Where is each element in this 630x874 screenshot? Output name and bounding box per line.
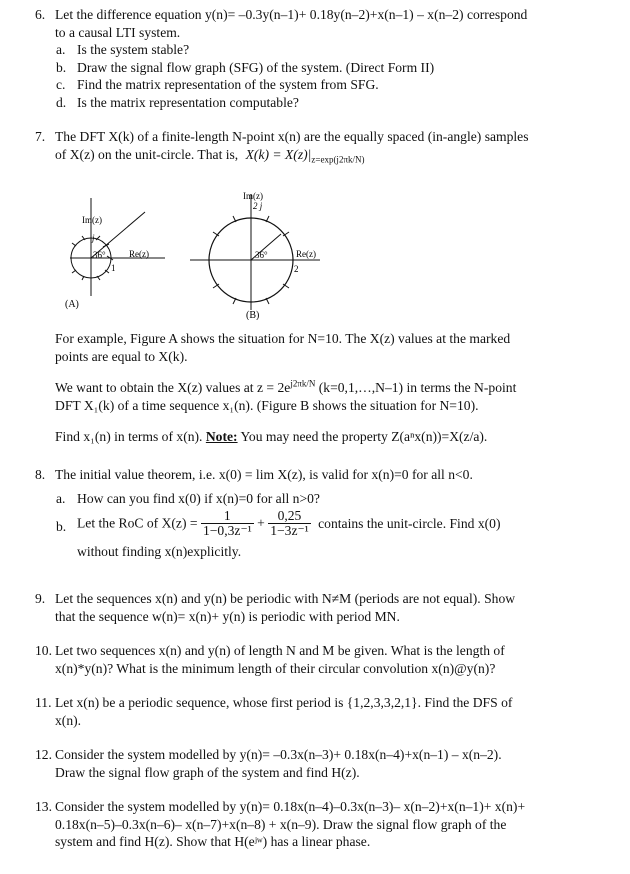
question-13	[35, 798, 625, 851]
figure-b	[190, 191, 320, 320]
question-10	[35, 642, 625, 677]
figure-b-angle-label: 36°	[255, 250, 268, 260]
question-number: 11.	[35, 695, 52, 710]
figure-b-re-label: Re(z)	[296, 249, 316, 259]
objective-paragraph: We want to obtain the X(z) values at $z = 2e^{j2\pi k/N}$ (k=0,1,…,N–1) in terms the N-point DFT X₁(k) of a time sequence x₁(n). (Figure B shows the situation for N=10).	[55, 378, 517, 413]
question-number: 8.	[35, 467, 46, 482]
question-text: Let two sequences x(n) and y(n) of length N and M be given. What is the length of x(n)*y(n)? What is the minimum length of their circular convolution x(n)@y(n)?	[55, 643, 505, 676]
question-7-body	[35, 330, 625, 446]
question-text: Let x(n) be a periodic sequence, whose first period is {1,2,3,3,2,1}. Find the DFS of x(n).	[55, 695, 513, 728]
question-text: Consider the system modelled by y(n)= 0.18x(n–4)–0.3x(n–3)– x(n–2)+x(n–1)+ x(n)+ 0.18x(n–5)–0.3x(n–6)– x(n–7)+x(n–8) + x(n–9). Draw the signal flow graph of the system and find H(z). Show that H(eʲʷ) has a linear phase.	[55, 799, 526, 850]
figure-a-angle-label: 36°	[93, 250, 106, 260]
figure-a-im-label: Im(z)	[82, 215, 102, 225]
dft-formula-subscript: z=exp(j2πk/N)	[311, 154, 365, 165]
figure-b-2j-label: 2 j	[253, 201, 263, 211]
question-8: 8. The initial value theorem, i.e. x(0) = lim X(z), is valid for x(n)=0 for all n<0. a. How can you find x(0) if x(n)=0 for all n>0? b. Let the RoC of X(z) = $\frac{1}{\text{1−0,3z⁻¹}}$ + $\frac{0,25}{\text{1−3z⁻¹}}$ contains the unit-circle. Find x(0) without finding x(n)explicitly.	[35, 466, 625, 561]
task-paragraph: Find x₁(n) in terms of x(n). Note: You may need the property Z(aⁿx(n))=X(z/a).	[55, 429, 488, 445]
question-number: 7.	[35, 129, 46, 144]
part-a: a. Is the system stable?	[56, 42, 190, 58]
question-text: Consider the system modelled by y(n)= –0.3x(n–3)+ 0.18x(n–4)+x(n–1) – x(n–2). Draw the signal flow graph of the system and find H(z).	[55, 747, 502, 780]
figure-a-j-label: j	[92, 233, 95, 243]
question-number: 13.	[35, 799, 52, 814]
figure-b-two-label: 2	[294, 264, 299, 274]
question-text: The initial value theorem, i.e. x(0) = lim X(z), is valid for x(n)=0 for all n<0.	[55, 467, 473, 482]
question-6	[35, 6, 625, 112]
note-label: Note:	[205, 429, 238, 445]
question-9	[35, 590, 625, 625]
question-number: 10.	[35, 643, 52, 658]
figure-b-caption: (B)	[246, 310, 260, 320]
part-c: c. Find the matrix representation of the system from SFG.	[56, 77, 379, 93]
figure-a	[65, 198, 165, 310]
unit-circle-figure	[55, 188, 335, 320]
exponent: j2πk/N	[290, 378, 316, 389]
figure-b-im-label: Im(z)	[243, 191, 263, 201]
part-a: a. How can you find x(0) if x(n)=0 for all n>0?	[56, 490, 320, 506]
fraction-1: $\frac{1}{\text{1−0,3z⁻¹}}$	[202, 508, 252, 539]
question-11	[35, 694, 625, 729]
figure-a-caption: (A)	[65, 299, 79, 310]
question-12	[35, 746, 625, 781]
fraction-2: $\frac{0,25}{\text{1−3z⁻¹}}$	[270, 508, 309, 539]
question-text: Let the sequences x(n) and y(n) be periodic with N≠M (periods are not equal). Show that the sequence w(n)= x(n)+ y(n) is periodic with period MN.	[55, 591, 516, 624]
question-number: 6.	[35, 7, 46, 22]
example-paragraph: For example, Figure A shows the situation for N=10. The X(z) values at the marked points are equal to X(k).	[55, 331, 511, 364]
part-d: d. Is the matrix representation computable?	[56, 94, 299, 110]
question-number: 9.	[35, 591, 46, 606]
dft-formula: X(k) = X(z)|	[245, 146, 312, 162]
question-text: The DFT X(k) of a finite-length N-point x(n) are the equally spaced (in-angle) samples of X(z) on the unit-circle. That is, $X(k) = X(z)|_{z=exp(j2\pi k/N)}$	[55, 129, 529, 165]
figure-a-one-label: 1	[111, 263, 116, 273]
question-number: 12.	[35, 747, 52, 762]
figure-a-re-label: Re(z)	[129, 249, 149, 259]
question-7	[35, 128, 625, 163]
part-b: b. Draw the signal flow graph (SFG) of the system. (Direct Form II)	[56, 59, 435, 75]
part-b: b. Let the RoC of X(z) = $\frac{1}{\text{1−0,3z⁻¹}}$ + $\frac{0,25}{\text{1−3z⁻¹}}$ contains the unit-circle. Find x(0)	[56, 508, 501, 539]
question-text: Let the difference equation y(n)= –0.3y(n–1)+ 0.18y(n–2)+x(n–1) – x(n–2) correspond to a causal LTI system.	[55, 7, 528, 40]
